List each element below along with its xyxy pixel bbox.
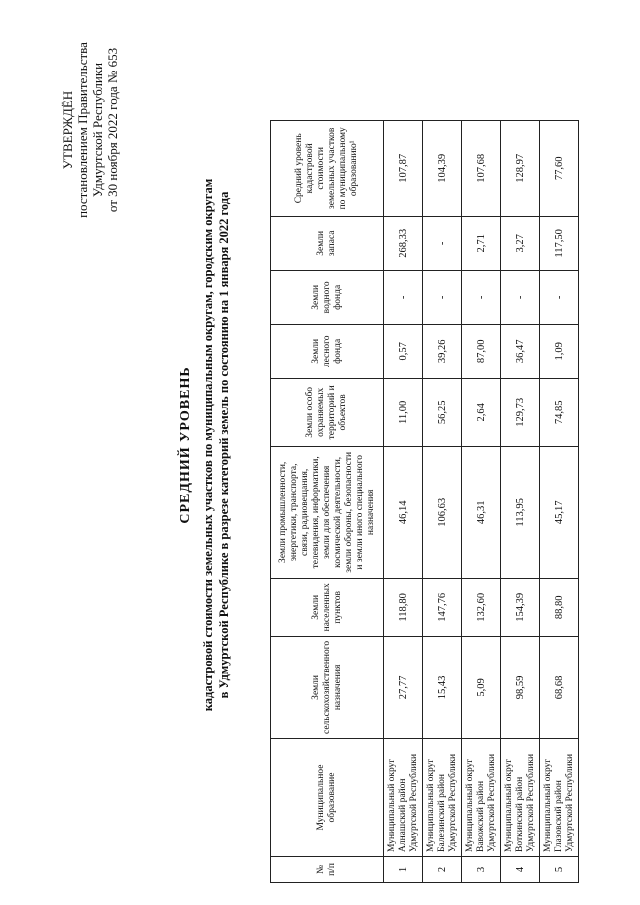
value-cell: 113,95 [501,446,540,578]
value-cell: 118,80 [384,578,423,636]
value-cell: 87,00 [462,324,501,378]
value-cell: 268,33 [384,216,423,270]
cadastral-value-table [270,120,579,883]
value-cell: 147,76 [423,578,462,636]
header-cell: Средний уровень кадастровой стоимости земельных участков по муниципальному образованию¹ [271,120,384,216]
value-cell: 39,26 [423,324,462,378]
value-cell: 77,60 [540,120,579,216]
municipality-line: Удмуртской Республики [564,753,575,852]
value-cell: 74,85 [540,378,579,446]
header-cell: Земли сельскохозяйственного назначения [271,636,384,738]
value-cell: 3,27 [501,216,540,270]
municipality-cell [423,739,462,857]
value-cell: 104,39 [423,120,462,216]
value-cell: - [423,216,462,270]
header-cell: Земли особо охраняемых территорий и объектов [271,378,384,446]
municipality-cell [462,739,501,857]
municipality-cell [384,739,423,857]
value-cell: 132,60 [462,578,501,636]
table-header-row [271,120,384,882]
row-number: 1 [384,857,423,883]
municipality-line: Удмуртской Республики [408,753,419,852]
header-cell: Земли водного фонда [271,270,384,324]
header-cell: Земли населенных пунктов [271,578,384,636]
value-cell: 154,39 [501,578,540,636]
header-cell: № п/п [271,857,384,883]
municipality-line: Муниципальный округ [542,758,553,852]
municipality-line: Муниципальный округ [386,758,397,852]
municipality-line: Удмуртской Республики [447,753,458,852]
value-cell: 36,47 [501,324,540,378]
municipality-line: Алнашский район [397,778,408,852]
municipality-line: Муниципальный округ [464,758,475,852]
value-cell: 5,09 [462,636,501,738]
value-cell: 56,25 [423,378,462,446]
table-row [462,120,501,882]
municipality-line: Балезинский район [436,773,447,852]
municipality-line: Воткинский район [514,776,525,852]
approval-stamp [60,5,120,255]
row-number: 4 [501,857,540,883]
value-cell: - [384,270,423,324]
value-cell: 129,73 [501,378,540,446]
approval-line-3: Удмуртской Республики [90,62,105,198]
approval-line-2: постановлением Правительства [75,42,90,218]
value-cell: 68,68 [540,636,579,738]
municipality-cell [540,739,579,857]
value-cell: - [540,270,579,324]
approval-line-1: УТВЕРЖДЁН [60,90,75,170]
value-cell: 2,71 [462,216,501,270]
municipality-line: Глазовский район [553,780,564,852]
value-cell: 46,31 [462,446,501,578]
header-cell: Земли промышленности, энергетики, транспорта, связи, радиовещания, телевидения, информатики, земли для обеспечения космической деятельности, земли обороны, безопасности и земли иного специального назначения [271,446,384,578]
value-cell: 98,59 [501,636,540,738]
municipality-line: Удмуртской Республики [486,753,497,852]
municipality-line: Удмуртской Республики [525,753,536,852]
row-number: 5 [540,857,579,883]
value-cell: 0,57 [384,324,423,378]
municipality-line: Муниципальный округ [503,758,514,852]
value-cell: 27,77 [384,636,423,738]
municipality-line: Муниципальный округ [425,758,436,852]
municipality-line: Вавожский район [475,780,486,852]
table-row [384,120,423,882]
row-number: 3 [462,857,501,883]
header-cell: Земли лесного фонда [271,324,384,378]
value-cell: 117,50 [540,216,579,270]
value-cell: - [501,270,540,324]
document-heading [178,105,232,785]
header-cell: Земли запаса [271,216,384,270]
table-row [423,120,462,882]
value-cell: 88,80 [540,578,579,636]
value-cell: 11,00 [384,378,423,446]
document-subtitle-1: кадастровой стоимости земельных участков по муниципальным округам, городским округам [201,178,215,712]
row-number: 2 [423,857,462,883]
value-cell: 106,63 [423,446,462,578]
value-cell: 1,09 [540,324,579,378]
value-cell: 46,14 [384,446,423,578]
approval-line-4: от 30 ноября 2022 года № 653 [105,47,120,213]
value-cell: 107,87 [384,120,423,216]
document-subtitle-2: в Удмуртской Республике в разрезе категорий земель по состоянию на 1 января 2022 года [217,191,231,699]
table-row [540,120,579,882]
value-cell: 2,64 [462,378,501,446]
municipality-cell [501,739,540,857]
value-cell: 15,43 [423,636,462,738]
value-cell: - [423,270,462,324]
table-row [501,120,540,882]
document-title: СРЕДНИЙ УРОВЕНЬ [178,366,193,524]
value-cell: - [462,270,501,324]
value-cell: 107,68 [462,120,501,216]
header-cell: Муниципальное образование [271,739,384,857]
value-cell: 128,97 [501,120,540,216]
value-cell: 45,17 [540,446,579,578]
